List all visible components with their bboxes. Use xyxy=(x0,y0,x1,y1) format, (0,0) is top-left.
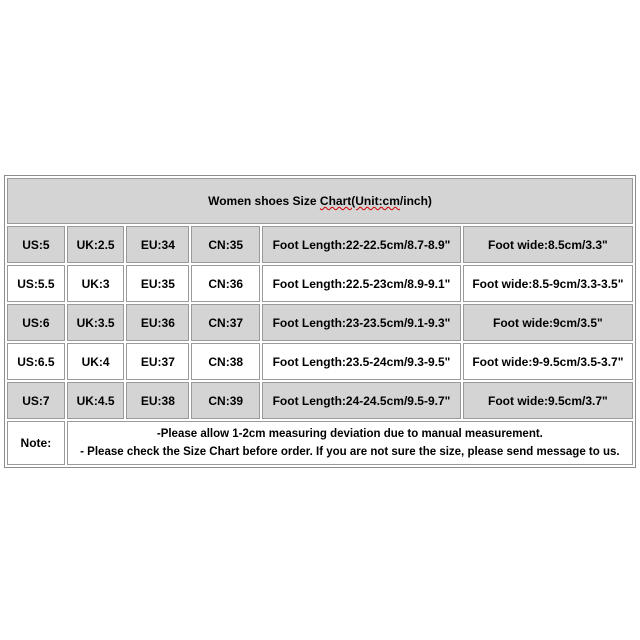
table-row xyxy=(7,265,633,302)
foot-length-cell: Foot Length:22-22.5cm/8.7-8.9" xyxy=(262,226,461,263)
title-row xyxy=(7,178,633,224)
note-row xyxy=(7,421,633,465)
eu-size-cell: EU:36 xyxy=(126,304,189,341)
note-line-2: - Please check the Size Chart before order. If you are not sure the size, please send message to us. xyxy=(80,446,620,458)
uk-size-cell: UK:3.5 xyxy=(67,304,125,341)
eu-size-cell: EU:35 xyxy=(126,265,189,302)
table-row xyxy=(7,382,633,419)
foot-length-cell: Foot Length:24-24.5cm/9.5-9.7" xyxy=(262,382,461,419)
cn-size-cell: CN:36 xyxy=(191,265,260,302)
us-size-cell: US:6.5 xyxy=(7,343,65,380)
title-suffix: /inch) xyxy=(399,194,432,208)
uk-size-cell: UK:4 xyxy=(67,343,125,380)
us-size-cell: US:5 xyxy=(7,226,65,263)
us-size-cell: US:5.5 xyxy=(7,265,65,302)
uk-size-cell: UK:2.5 xyxy=(67,226,125,263)
cn-size-cell: CN:39 xyxy=(191,382,260,419)
uk-size-cell: UK:3 xyxy=(67,265,125,302)
foot-length-cell: Foot Length:23.5-24cm/9.3-9.5" xyxy=(262,343,461,380)
foot-width-cell: Foot wide:9.5cm/3.7" xyxy=(463,382,633,419)
title-underlined: Chart(Unit:cm xyxy=(319,194,400,208)
table-row xyxy=(7,304,633,341)
us-size-cell: US:7 xyxy=(7,382,65,419)
eu-size-cell: EU:37 xyxy=(126,343,189,380)
foot-width-cell: Foot wide:8.5cm/3.3" xyxy=(463,226,633,263)
foot-width-cell: Foot wide:9-9.5cm/3.5-3.7" xyxy=(463,343,633,380)
table-title xyxy=(7,178,633,224)
eu-size-cell: EU:38 xyxy=(126,382,189,419)
title-prefix: Women shoes Size xyxy=(208,194,320,208)
cn-size-cell: CN:35 xyxy=(191,226,260,263)
uk-size-cell: UK:4.5 xyxy=(67,382,125,419)
note-line-1: -Please allow 1-2cm measuring deviation due to manual measurement. xyxy=(156,428,543,440)
note-text xyxy=(67,421,633,465)
cn-size-cell: CN:38 xyxy=(191,343,260,380)
note-label: Note: xyxy=(7,421,65,465)
foot-width-cell: Foot wide:8.5-9cm/3.3-3.5" xyxy=(463,265,633,302)
eu-size-cell: EU:34 xyxy=(126,226,189,263)
size-chart-table xyxy=(4,175,636,468)
foot-width-cell: Foot wide:9cm/3.5" xyxy=(463,304,633,341)
foot-length-cell: Foot Length:22.5-23cm/8.9-9.1" xyxy=(262,265,461,302)
table-row xyxy=(7,226,633,263)
us-size-cell: US:6 xyxy=(7,304,65,341)
table-row xyxy=(7,343,633,380)
foot-length-cell: Foot Length:23-23.5cm/9.1-9.3" xyxy=(262,304,461,341)
cn-size-cell: CN:37 xyxy=(191,304,260,341)
